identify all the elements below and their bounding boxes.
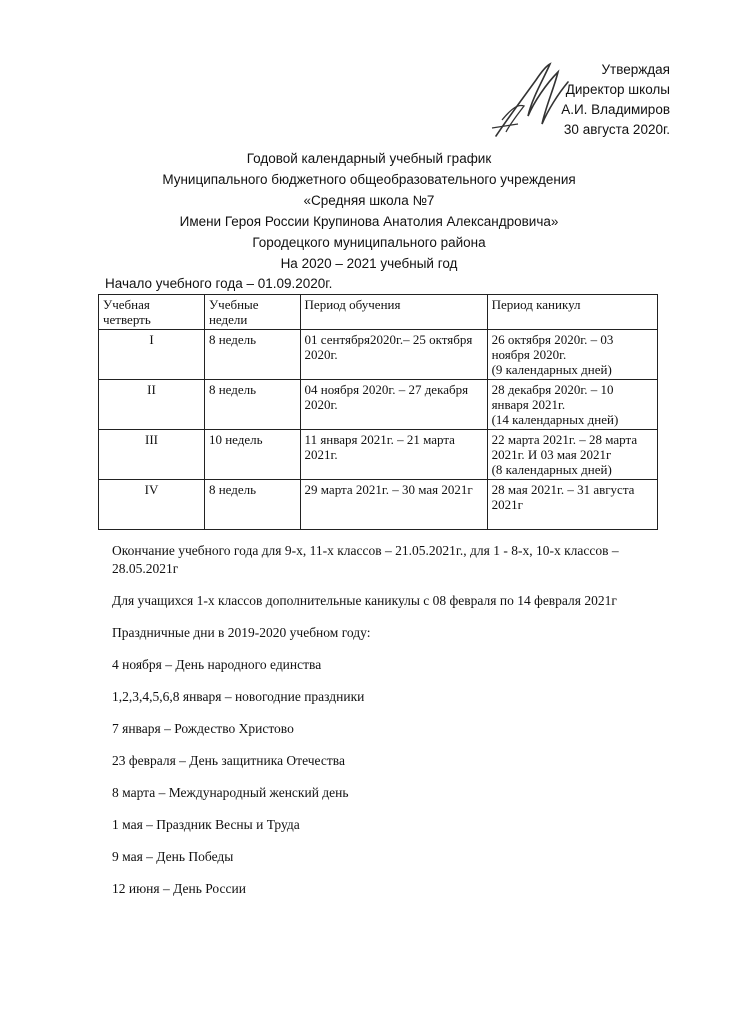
vacation-days: (9 календарных дней)	[491, 362, 612, 377]
study-period-cell: 04 ноября 2020г. – 27 декабря 2020г.	[300, 380, 487, 430]
table-row	[99, 330, 658, 380]
vacation-cell	[487, 480, 657, 530]
year-start-line: Начало учебного года – 01.09.2020г.	[105, 276, 333, 291]
vacation-days: (8 календарных дней)	[491, 462, 612, 477]
weeks-cell: 8 недель	[204, 330, 300, 380]
org-line-1: Муниципального бюджетного общеобразовательного учреждения	[162, 172, 576, 187]
end-of-year-paragraph: Окончание учебного года для 9-х, 11-х классов – 21.05.2021г., для 1 - 8-х, 10-х классов – 28.05.2021г	[112, 543, 619, 576]
table-row	[99, 380, 658, 430]
vacation-cell	[487, 430, 657, 480]
vacation-period: 26 октября 2020г. – 03 ноября 2020г.	[491, 332, 614, 362]
document-header	[0, 148, 738, 274]
list-item: 23 февраля – День защитника Отечества	[112, 753, 345, 768]
document-title: Годовой календарный учебный график	[246, 151, 492, 166]
quarter-cell: IV	[99, 480, 205, 530]
list-item: 1 мая – Праздник Весны и Труда	[112, 817, 300, 832]
study-period-cell: 29 марта 2021г. – 30 мая 2021г	[300, 480, 487, 530]
handwritten-signature	[488, 58, 578, 143]
org-line-4: Городецкого муниципального района	[252, 235, 486, 250]
approval-position: Директор школы	[565, 82, 670, 97]
first-grade-vacation-paragraph: Для учащихся 1-х классов дополнительные каникулы с 08 февраля по 14 февраля 2021г	[112, 593, 617, 608]
weeks-cell: 8 недель	[204, 380, 300, 430]
list-item: 1,2,3,4,5,6,8 января – новогодние праздники	[112, 689, 365, 704]
table-row	[99, 430, 658, 480]
quarter-cell: III	[99, 430, 205, 480]
vacation-period: 22 марта 2021г. – 28 марта 2021г. И 03 мая 2021г	[491, 432, 638, 462]
weeks-cell: 10 недель	[204, 430, 300, 480]
list-item: 4 ноября – День народного единства	[112, 657, 322, 672]
approval-date: 30 августа 2020г.	[563, 122, 670, 137]
study-period-cell: 01 сентября2020г.– 25 октября 2020г.	[300, 330, 487, 380]
table-header-row	[99, 295, 658, 330]
table-row	[99, 480, 658, 530]
approval-title: Утверждая	[601, 62, 670, 77]
list-item: 12 июня – День России	[112, 881, 246, 896]
document-body	[112, 542, 672, 912]
vacation-days: (14 календарных дней)	[491, 412, 619, 427]
academic-year: На 2020 – 2021 учебный год	[280, 256, 458, 271]
schedule-table	[98, 294, 658, 530]
column-header: Учебная четверть	[99, 295, 205, 330]
column-header: Период каникул	[487, 295, 657, 330]
quarter-cell: I	[99, 330, 205, 380]
list-item: 7 января – Рождество Христово	[112, 721, 294, 736]
org-line-3: Имени Героя России Крупинова Анатолия Александровича»	[179, 214, 559, 229]
weeks-cell: 8 недель	[204, 480, 300, 530]
list-item: 9 мая – День Победы	[112, 849, 234, 864]
list-item: 8 марта – Международный женский день	[112, 785, 349, 800]
vacation-period: 28 мая 2021г. – 31 августа 2021г	[491, 482, 635, 512]
column-header: Период обучения	[300, 295, 487, 330]
holidays-title: Праздничные дни в 2019-2020 учебном году:	[112, 625, 371, 640]
vacation-cell	[487, 330, 657, 380]
approval-name: А.И. Владимиров	[561, 102, 670, 117]
vacation-period: 28 декабря 2020г. – 10 января 2021г.	[491, 382, 614, 412]
org-line-2: «Средняя школа №7	[303, 193, 435, 208]
quarter-cell: II	[99, 380, 205, 430]
study-period-cell: 11 января 2021г. – 21 марта 2021г.	[300, 430, 487, 480]
vacation-cell	[487, 380, 657, 430]
column-header: Учебные недели	[204, 295, 300, 330]
